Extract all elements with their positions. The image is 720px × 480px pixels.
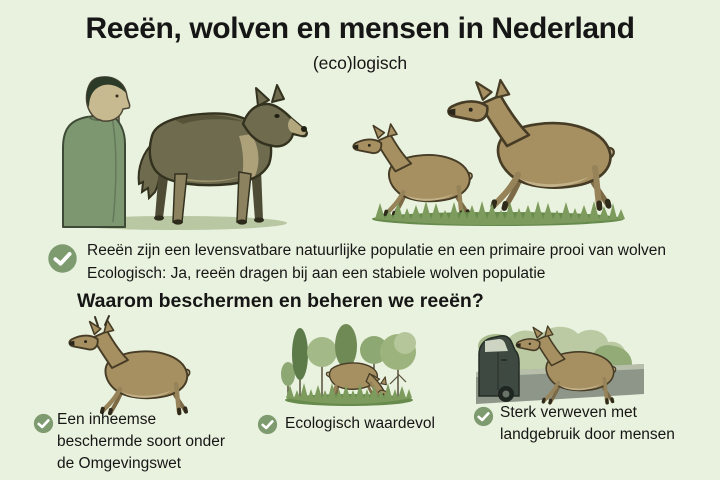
- section-heading: Waarom beschermen en beheren we reeën?: [77, 290, 484, 312]
- summary-text: [87, 239, 666, 285]
- roe-deer-large: [448, 80, 614, 208]
- hero-illustration-man-wolf-deer: [55, 72, 655, 237]
- roe-deer-small: [353, 124, 472, 216]
- check-icon: [47, 243, 78, 274]
- reason-1-text: Een inheemse beschermde soort onder de Omgevingswet: [57, 411, 226, 472]
- man-figure: [63, 77, 130, 227]
- summary-line-1: Reeën zijn een levensvatbare natuurlijke populatie en een primaire prooi van wolven: [87, 242, 667, 259]
- check-icon: [473, 406, 494, 427]
- illustration-deer-grazing-trees: [278, 316, 418, 418]
- reason-2-text: Ecologisch waardevol: [285, 415, 435, 432]
- check-icon: [33, 413, 54, 434]
- summary-line-2: Ecologisch: Ja, reeën dragen bij aan een stabiele wolven populatie: [87, 265, 546, 282]
- page-title: Reeën, wolven en mensen in Nederland: [85, 12, 635, 45]
- reason-3-text: Sterk verweven met landgebruik door mensen: [500, 404, 675, 443]
- check-icon: [257, 414, 278, 435]
- wolf-figure: [139, 85, 307, 225]
- car: [479, 336, 519, 402]
- illustration-roe-deer-buck: [50, 314, 200, 418]
- page-subtitle: (eco)logisch: [312, 53, 408, 73]
